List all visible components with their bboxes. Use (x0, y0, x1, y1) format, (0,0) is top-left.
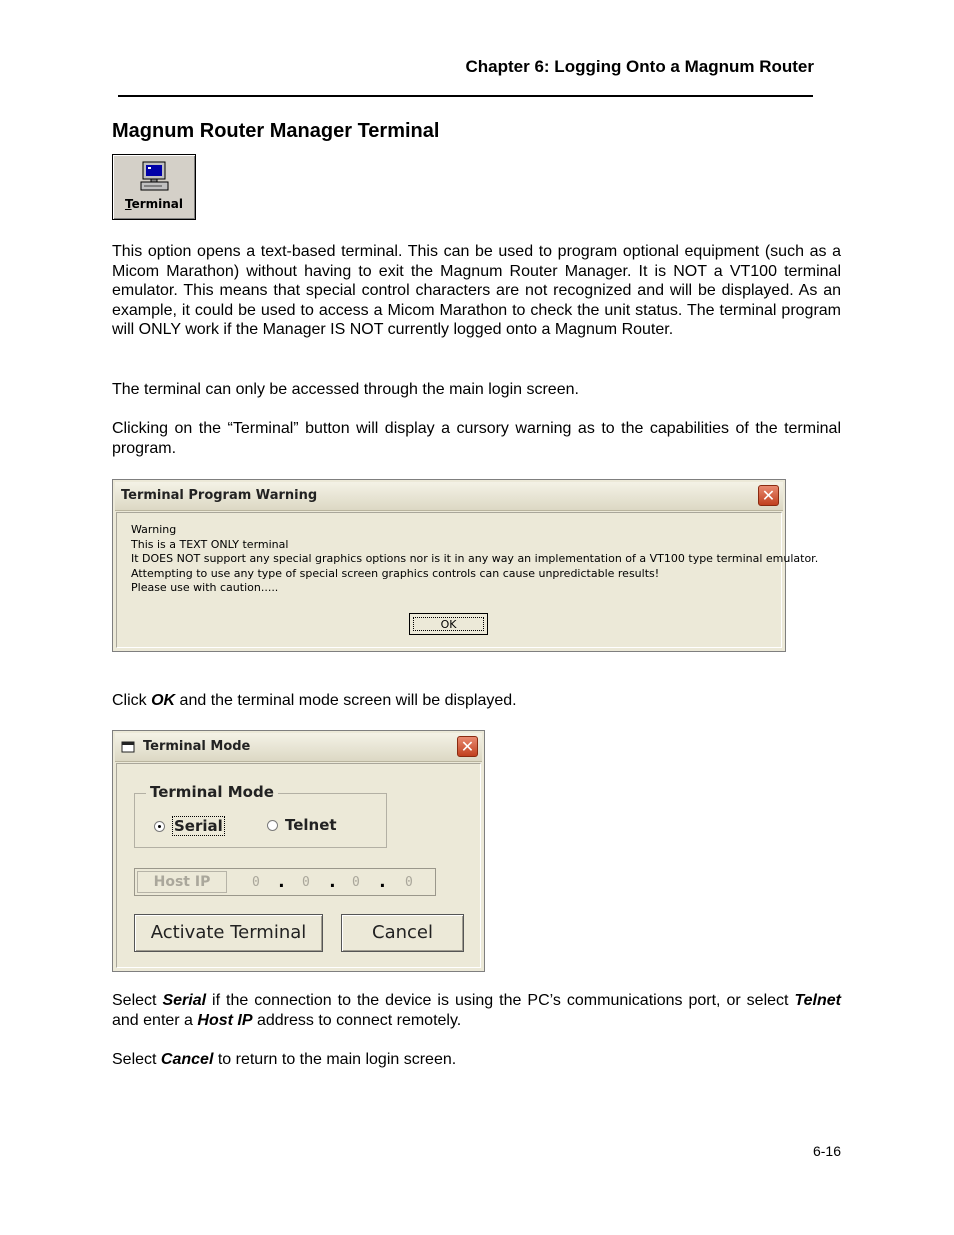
paragraph-access: The terminal can only be accessed through the main login screen. (112, 381, 579, 398)
warning-message (131, 523, 818, 596)
terminal-button-label: Terminal (124, 197, 184, 211)
ip-dot: . (276, 871, 287, 892)
warning-line: Please use with caution..... (131, 581, 279, 594)
ok-button[interactable] (409, 613, 488, 635)
section-title: Magnum Router Manager Terminal (112, 120, 440, 142)
chapter-header: Chapter 6: Logging Onto a Magnum Router (465, 57, 814, 76)
ip-dot: . (377, 871, 388, 892)
ip-octet-3: 0 (352, 875, 360, 890)
radio-unselected-icon (267, 820, 278, 831)
terminal-button[interactable] (112, 154, 196, 220)
ip-octet-1: 0 (252, 875, 260, 890)
radio-telnet-label: Telnet (285, 816, 337, 834)
terminal-mode-title: Terminal Mode (143, 739, 251, 754)
paragraph-select-mode: Select Serial if the connection to the device is using the PC’s communications port, or select Telnet and enter a Host IP address to connect remotely. (112, 992, 841, 1029)
warning-line: It DOES NOT support any special graphics options nor is it in any way an implementation of a VT100 type terminal emulator. (131, 552, 819, 565)
terminal-mode-dialog (112, 730, 485, 972)
paragraph-click-ok: Click OK and the terminal mode screen will be displayed. (112, 692, 517, 709)
close-icon: ✕ (761, 486, 776, 505)
warning-dialog-title: Terminal Program Warning (121, 488, 318, 503)
radio-telnet[interactable] (267, 816, 337, 834)
close-icon: ✕ (460, 737, 475, 756)
terminal-mode-group (134, 783, 387, 848)
activate-terminal-button[interactable]: Activate Terminal (134, 914, 323, 952)
terminal-mode-titlebar[interactable] (115, 733, 482, 762)
host-ip-label: Host IP (137, 871, 227, 893)
radio-serial-label: Serial (174, 817, 223, 835)
terminal-mode-group-label: Terminal Mode (146, 783, 278, 801)
computer-terminal-icon (140, 161, 170, 193)
warning-dialog-titlebar[interactable] (115, 482, 783, 511)
host-ip-input[interactable] (230, 871, 433, 893)
ok-button-label: OK (413, 617, 484, 631)
paragraph-intro: This option opens a text-based terminal. This can be used to program optional equipment (such as a Micom Marathon) without having to exit the Magnum Router Manager. It is NOT a VT100 terminal emulator. This means that special control characters are not recognized and will be displayed. As an example, it could be used to access a Micom Marathon to check the unit status. The terminal program will ONLY work if the Manager IS NOT currently logged onto a Magnum Router. (112, 243, 841, 339)
terminal-mode-close-button[interactable] (457, 736, 478, 757)
warning-line: Warning (131, 523, 177, 536)
warning-line: Attempting to use any type of special screen graphics controls can cause unpredictable results! (131, 566, 660, 580)
warning-line: This is a TEXT ONLY terminal (131, 537, 289, 551)
paragraph-warning-intro: Clicking on the “Terminal” button will display a cursory warning as to the capabilities of the terminal program. (112, 420, 841, 457)
header-rule (118, 95, 813, 97)
warning-dialog-close-button[interactable] (758, 485, 779, 506)
paragraph-cancel: Select Cancel to return to the main login screen. (112, 1051, 457, 1068)
radio-serial[interactable] (154, 816, 225, 836)
host-ip-row (134, 868, 436, 896)
ip-octet-4: 0 (405, 875, 413, 890)
window-icon (121, 741, 135, 753)
warning-dialog (112, 479, 819, 652)
ip-dot: . (327, 871, 338, 892)
page-number: 6-16 (812, 1143, 841, 1159)
cancel-button[interactable]: Cancel (341, 914, 464, 952)
ip-octet-2: 0 (302, 875, 310, 890)
radio-selected-icon (154, 821, 165, 832)
